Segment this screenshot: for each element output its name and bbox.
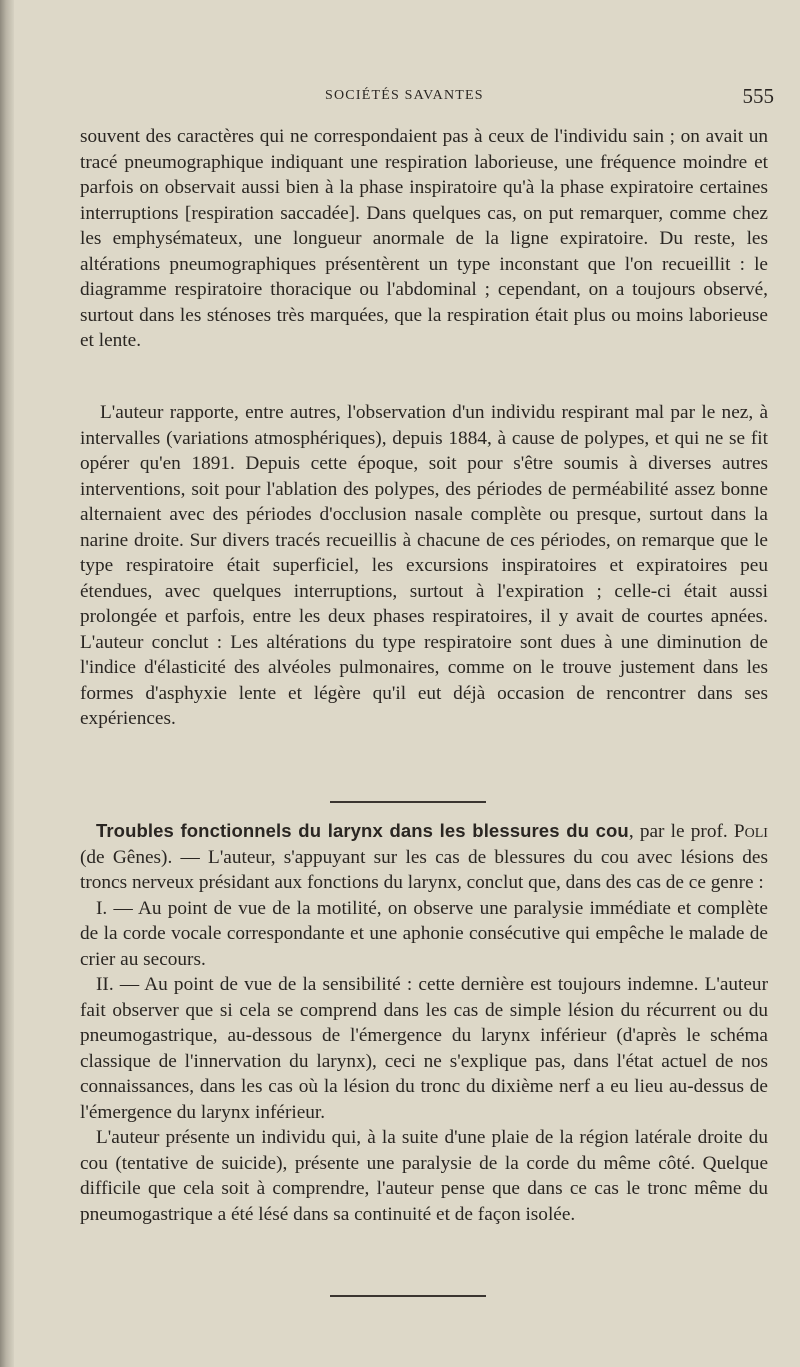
byline-prefix: , par le prof.	[628, 821, 734, 842]
paragraph-continuation: souvent des caractères qui ne correspondaient pas à ceux de l'individu sain ; on avait un tracé pneumographique indiquant une respiration laborieuse, une fréquence moindre et parfois on observait aussi bien à la phase inspiratoire qu'à la phase expiratoire certaines interruptions [respiration saccadée]. Dans quelques cas, on put remarquer, comme chez les emphysémateux, une longueur anormale de la ligne expiratoire. Du reste, les altérations pneumographiques présentèrent un type inconstant que l'on recueillit : le diagramme respiratoire thoracique ou l'abdominal ; cependant, on a toujours observé, surtout dans les sténoses très marquées, que la respiration était plus ou moins laborieuse et lente.	[80, 126, 768, 351]
article-intro-text: — L'auteur, s'appuyant sur les cas de blessures du cou avec lésions des troncs nerveux présidant aux fonctions du larynx, conclut que, dans des cas de ce genre :	[80, 846, 768, 893]
case-report: L'auteur présente un individu qui, à la suite d'une plaie de la région latérale droite du cou (tentative de suicide), présente une paralysie de la corde du même côté. Quelque difficile que cela soit à comprendre, l'auteur pense que dans ce cas le tronc même du pneumogastrique a été lésé dans sa continuité et de façon isolée.	[80, 1127, 768, 1225]
page-header	[80, 84, 774, 112]
point-sensibility: II. — Au point de vue de la sensibilité : cette dernière est toujours indemne. L'auteur fait observer que si cela se comprend dans les cas de simple lésion du récurrent ou du pneumogastrique, au-dessous de l'émergence du larynx inférieur (d'après le schéma classique de l'innervation du larynx), ceci ne s'explique pas, dans l'état actuel de nos connaissances, dans les cas où la lésion du tronc du dixième nerf a eu lieu au-dessus de l'émergence du larynx inférieur.	[80, 974, 768, 1123]
section-divider	[330, 801, 486, 803]
point-motility: I. — Au point de vue de la motilité, on observe une paralysie immédiate et complète de la corde vocale correspondante et une aphonie consécutive qui empêche le malade de crier au secours.	[80, 897, 768, 970]
byline-suffix: (de Gênes).	[80, 846, 173, 868]
running-title: SOCIÉTÉS SAVANTES	[325, 88, 484, 103]
article-title: Troubles fonctionnels du larynx dans les blessures du cou	[96, 820, 629, 841]
paragraph-observation: L'auteur rapporte, entre autres, l'observation d'un individu respirant mal par le nez, à intervalles (variations atmosphériques), depuis 1884, à cause de polypes, et qui ne se fit opérer qu'en 1891. Depuis cette époque, soit pour s'être soumis à diverses autres interventions, soit pour l'ablation des polypes, des périodes de perméabilité assez bonne alternaient avec des périodes d'occlusion nasale complète ou presque, surtout dans la narine droite. Sur divers tracés recueillis à chacune de ces périodes, on remarque que le type respiratoire était superficiel, les excursions inspiratoires et expiratoires peu étendues, avec quelques interruptions, surtout à l'expiration ; celle-ci était aussi prolongée et parfois, entre les deux phases respiratoires, il y avait de courtes apnées. L'auteur conclut : Les altérations du type respiratoire sont dues à une diminution de l'indice d'élasticité des alvéoles pulmonaires, comme on le trouve justement dans les formes d'asphyxie lente et légère qu'il eut déjà occasion de rencontrer dans ses expériences.	[80, 402, 768, 729]
article-intro-paragraph	[80, 818, 768, 896]
article-section	[80, 818, 768, 1227]
author-name: Poli	[733, 821, 768, 842]
book-spine-shadow	[0, 0, 14, 1367]
end-divider	[330, 1295, 486, 1297]
page-number: 555	[742, 84, 774, 108]
book-page	[80, 0, 774, 1367]
